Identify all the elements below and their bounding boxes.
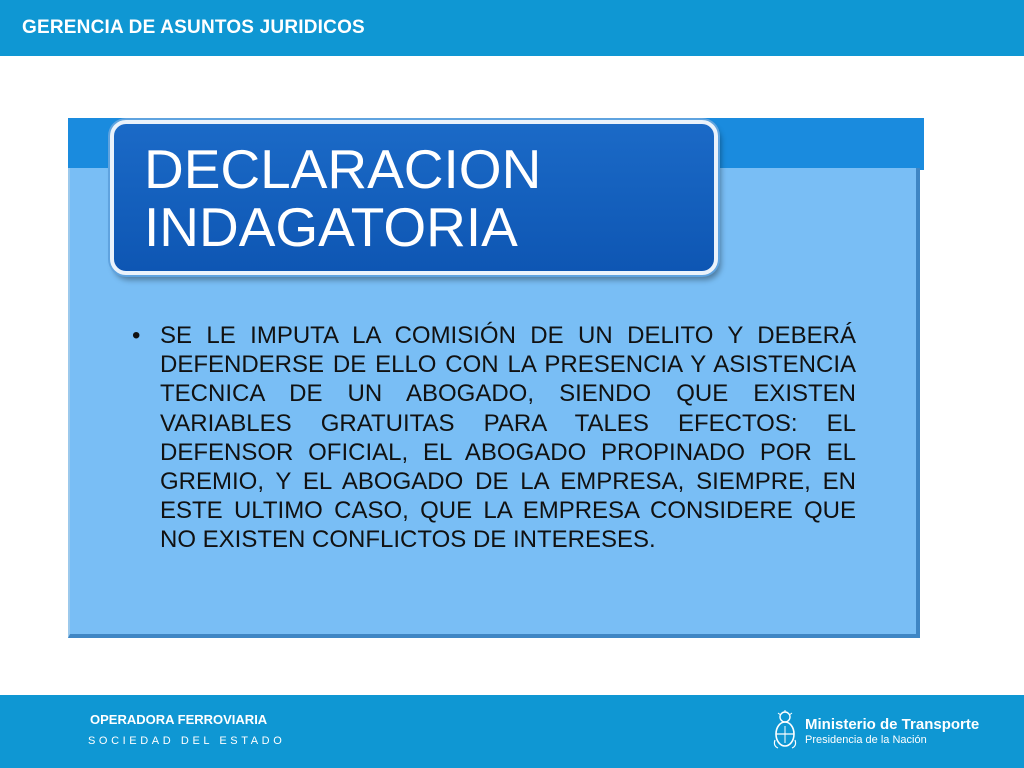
ministry-name: Ministerio de Transporte xyxy=(805,716,980,733)
bullet-item xyxy=(132,321,856,555)
slide-title-box xyxy=(110,120,718,275)
bullet-text: SE LE IMPUTA LA COMISIÓN DE UN DELITO Y DEBERÁ DEFENDERSE DE ELLO CON LA PRESENCIA Y ASISTENCIA TECNICA DE UN ABOGADO, SIENDO QUE EXISTEN VARIABLES GRATUITAS PARA TALES EFECTOS: EL DEFENSOR OFICIAL, EL ABOGADO PROPINADO POR EL GREMIO, Y EL ABOGADO DE LA EMPRESA, SIEMPRE, EN ESTE ULTIMO CASO, QUE LA EMPRESA CONSIDERE QUE NO EXISTEN CONFLICTOS DE INTERESES. xyxy=(160,322,856,554)
slide-title xyxy=(144,140,541,256)
footer-org-subtitle: SOCIEDAD DEL ESTADO xyxy=(88,735,286,747)
argentina-coat-of-arms-icon xyxy=(772,710,798,750)
footer-org-name: OPERADORA FERROVIARIA xyxy=(90,712,268,727)
bullet-list xyxy=(132,321,856,555)
header-title: GERENCIA DE ASUNTOS JURIDICOS xyxy=(22,17,365,38)
slide-title-line: DECLARACION xyxy=(144,138,542,200)
slide-title-line: INDAGATORIA xyxy=(144,196,518,258)
ministry-subtitle: Presidencia de la Nación xyxy=(805,734,927,746)
bullet-marker: • xyxy=(132,322,141,349)
header-bar xyxy=(0,0,1024,56)
